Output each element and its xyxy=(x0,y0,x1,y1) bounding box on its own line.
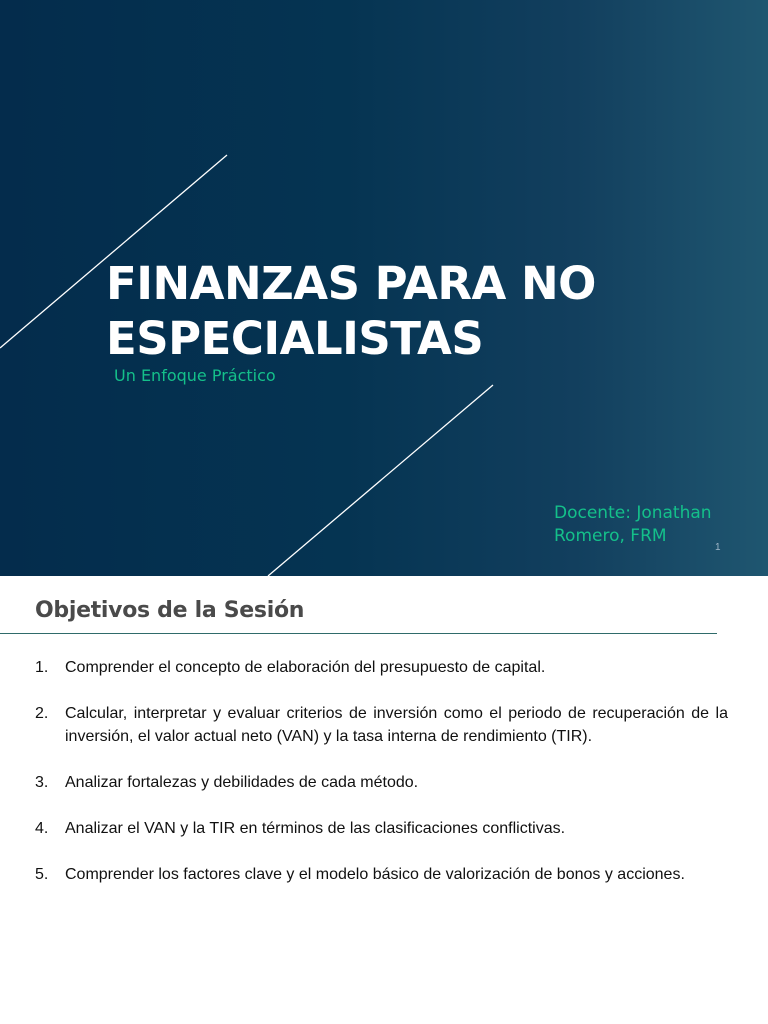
objectives-title: Objetivos de la Sesión xyxy=(35,598,305,623)
presentation-subtitle: Un Enfoque Práctico xyxy=(114,366,276,385)
objective-text: Analizar el VAN y la TIR en términos de las clasificaciones conflictivas. xyxy=(65,820,566,837)
presentation-title: FINANZAS PARA NO ESPECIALISTAS xyxy=(106,257,596,365)
objective-number: 2. xyxy=(35,705,49,722)
objective-item xyxy=(35,817,728,840)
title-divider xyxy=(0,633,717,634)
objective-number: 1. xyxy=(35,659,49,676)
objective-item xyxy=(35,702,728,748)
objective-item xyxy=(35,863,728,886)
objective-number: 3. xyxy=(35,774,49,791)
decorative-line-lower xyxy=(268,385,493,576)
objective-text: Comprender el concepto de elaboración del presupuesto de capital. xyxy=(65,659,546,676)
objective-item xyxy=(35,656,728,679)
objectives-list xyxy=(35,656,728,909)
objective-text: Comprender los factores clave y el modelo básico de valorización de bonos y acciones. xyxy=(65,866,685,883)
objectives-slide xyxy=(0,576,768,1024)
objective-text: Calcular, interpretar y evaluar criterios de inversión como el periodo de recuperación de la inversión, el valor actual neto (VAN) y la tasa interna de rendimiento (TIR). xyxy=(65,705,728,745)
slide-number: 1 xyxy=(715,542,721,553)
objective-number: 4. xyxy=(35,820,49,837)
objective-number: 5. xyxy=(35,866,49,883)
instructor-name: Docente: Jonathan Romero, FRM xyxy=(554,503,712,546)
objective-text: Analizar fortalezas y debilidades de cada método. xyxy=(65,774,419,791)
objective-item xyxy=(35,771,728,794)
